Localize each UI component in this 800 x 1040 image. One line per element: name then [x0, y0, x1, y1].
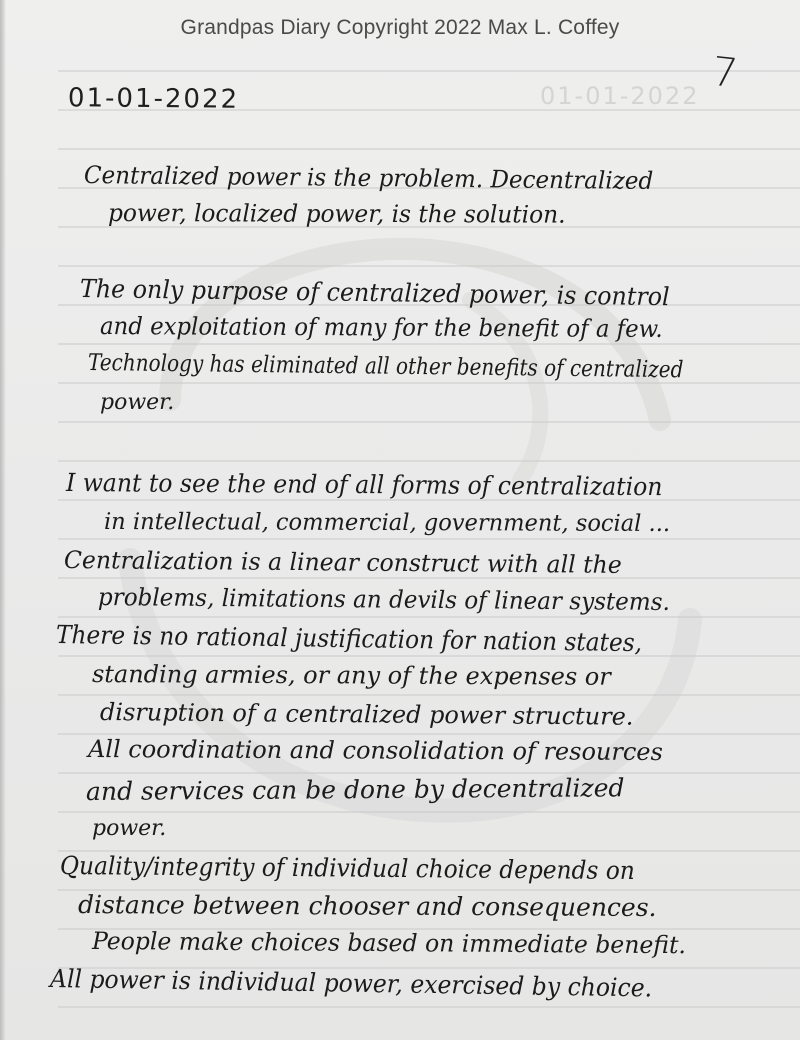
handwritten-line: The only purpose of centralized power, is control: [79, 274, 670, 312]
handwritten-line: I want to see the end of all forms of centralization: [65, 468, 663, 502]
page-header-copyright: Grandpas Diary Copyright 2022 Max L. Coffey: [180, 16, 620, 39]
handwritten-line: People make choices based on immediate benefit.: [91, 927, 687, 960]
handwritten-line: power, localized power, is the solution.: [107, 199, 566, 229]
handwritten-line: There is no rational justification for nation states,: [55, 620, 643, 658]
handwritten-line: power.: [92, 816, 167, 841]
page-number: 7: [709, 48, 740, 98]
handwritten-line: and services can be done by decentralized: [85, 773, 625, 806]
handwritten-line: Centralized power is the problem. Decentralized: [83, 161, 654, 195]
entry-date: 01-01-2022: [67, 83, 240, 115]
handwritten-line: standing armies, or any of the expenses or: [91, 660, 611, 691]
handwritten-line: distance between chooser and consequences.: [77, 890, 657, 923]
handwritten-line: Technology has eliminated all other benefits of centralized: [87, 350, 684, 384]
handwritten-line: All coordination and consolidation of resources: [87, 735, 663, 767]
svg-text:01-01-2022: 01-01-2022: [540, 82, 700, 110]
handwritten-line: Quality/integrity of individual choice depends on: [59, 851, 635, 886]
handwritten-line: Centralization is a linear construct with all the: [63, 546, 622, 579]
handwritten-line: in intellectual, commercial, government, social ...: [103, 509, 671, 537]
handwritten-line: disruption of a centralized power structure.: [99, 698, 634, 731]
handwritten-line: problems, limitations an devils of linear systems.: [97, 583, 670, 616]
handwritten-line: and exploitation of many for the benefit of a few.: [99, 312, 663, 343]
handwritten-line: All power is individual power, exercised by choice.: [49, 964, 653, 1003]
handwritten-line: power.: [100, 390, 175, 415]
